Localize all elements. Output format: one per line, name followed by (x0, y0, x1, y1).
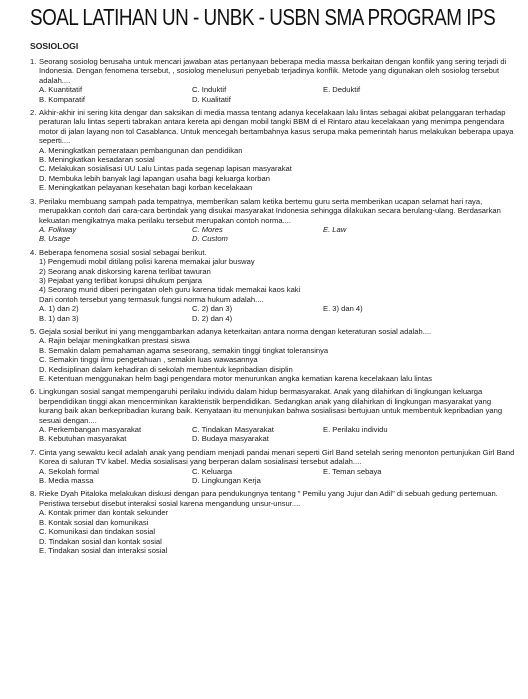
option-a: A. Kuantitatif (39, 85, 83, 95)
question-text: Akhir-akhir ini sering kita dengar dan saksikan di media massa tentang adanya kecelakaan lalu lintas sebagai akibat pelanggaran terhadap peraturan lalu lintas seperti tabrakan antara kereta api dengan mobil tangki BBM di el Rintaro atau kecelakaan yang menimpa pengendara motor di jalan layang non tol Casablanca. Untuk mencegah bertambahnya kasus serupa maka pemerintah harus melakukan beberapa upaya seperti.... (39, 108, 514, 146)
options (30, 225, 520, 244)
option-d: D. Tindakan sosial dan kontak sosial (39, 536, 162, 546)
question-8 (30, 489, 520, 555)
question-number: 1. (30, 57, 37, 66)
subject-heading: SOSIOLOGI (30, 41, 79, 51)
options (30, 425, 520, 444)
option-d: D. Budaya masyarakat (192, 434, 269, 444)
option-d: D. Membuka lebih banyak lagi lapangan usaha bagi keluarga korban (39, 173, 270, 183)
question-text: Rieke Dyah Pitaloka melakukan diskusi dengan para pendukungnya tentang " Pemilu yang Jujur dan Adil" di sebuah gedung pertemuan. Peristiwa tersebut disebut interaksi sosial karena mengandung unsur-unsur.... (39, 489, 498, 508)
options (30, 85, 520, 104)
option-b: B. 1) dan 3) (39, 313, 79, 323)
option-a: A. 1) dan 2) (39, 304, 79, 314)
page-title: SOAL LATIHAN UN - UNBK - USBN SMA PROGRAM IPS (30, 4, 496, 30)
options (30, 304, 520, 323)
question-number: 8. (30, 489, 37, 499)
question-number: 6. (30, 387, 37, 397)
option-e: E. Deduktif (323, 85, 361, 95)
option-a: A. Kontak primer dan kontak sekunder (39, 508, 169, 518)
option-a: A. Meningkatkan pemerataan pembangunan dan pendidikan (39, 145, 243, 155)
option-a: A. Sekolah formal (39, 466, 99, 476)
statement-item: 1) Pengemudi mobil ditilang polisi karena memakai jalur busway (39, 257, 255, 267)
option-c: C. 2) dan 3) (192, 304, 233, 314)
question-2 (30, 108, 520, 193)
option-e: E. Law (323, 224, 347, 234)
question-text: Gejala sosial berikut ini yang menggambarkan adanya keterkaitan antara norma dengan keteraturan sosial adalah.... (39, 326, 432, 336)
option-c: C. Melakukan sosialisasi UU Lalu Lintas pada segenap lapisan masyarakat (39, 164, 292, 174)
option-d: D. Lingkungan Kerja (192, 476, 261, 486)
question-3 (30, 197, 520, 244)
question-text: Seorang sosiolog berusaha untuk mencari jawaban atas pertanyaan beberapa media massa berkaitan dengan konflik yang sering terjadi di Indonesia. Dengan fenomena tersebut, , sosiolog menelusuri penyebab terjadinya konflik. Metode yang digunakan oleh sosiolog tersebut adalah.... (39, 57, 507, 85)
question-text: Lingkungan sosial sangat mempengaruhi perilaku individu dalam hidup bermasyarakat. Anak yang dilahirkan di lingkungan keluarga berpendidikan tinggi akan mencerminkan karakteristik berpendidikan. Sedangkan anak yang dilahirkan di lingkungan masyarakat yang kurang baik akan berkepribadian kurang baik. Kenyataan itu menunjukan bahwa sosialisasi bertujuan untuk membentuk kepribadian yang sesuai dengan.... (39, 387, 503, 425)
option-c: C. Induktif (192, 85, 227, 95)
option-d: D. Custom (192, 234, 228, 244)
statement-list (30, 257, 520, 304)
option-b: B. Usage (39, 234, 71, 244)
question-text: Beberapa fenomena sosial sosial sebagai berikut. (39, 247, 207, 257)
question-number: 3. (30, 196, 37, 206)
option-b: B. Kontak sosial dan komunikasi (39, 517, 149, 527)
question-7 (30, 448, 520, 486)
question-4 (30, 248, 520, 323)
option-e: E. Perilaku individu (323, 425, 388, 435)
options (30, 467, 520, 486)
option-c: C. Keluarga (192, 466, 233, 476)
option-e: E. Ketentuan menggunakan helm bagi pengendara motor menurunkan angka kematian karena kecelakaan lalu lintas (39, 374, 433, 383)
question-number: 4. (30, 247, 37, 257)
option-c: C. Mores (192, 224, 223, 234)
options (30, 146, 520, 193)
option-e: E. Teman sebaya (323, 466, 382, 476)
options (30, 508, 520, 555)
option-a: A. Perkembangan masyarakat (39, 425, 142, 435)
option-d: D. Kualitatif (192, 94, 231, 104)
question-1 (30, 57, 520, 104)
question-number: 2. (30, 108, 37, 118)
question-text: Perilaku membuang sampah pada tempatnya, memberikan salam ketika bertemu guru serta memberikan ucapan selamat hari raya, merupakkan contoh dari cara-cara bertindak yang disukai masyarakat Indonesia sehingga dilakukan secara berulang-ulang. Berdasarkan kekuatan mengikatnya maka perilaku tersebut merupakan contoh norma.... (39, 196, 501, 225)
question-6 (30, 387, 520, 443)
option-e: E. Meningkatkan pelayanan kesehatan bagi korban kecelakaan (39, 183, 253, 193)
option-b: B. Media massa (39, 476, 94, 486)
option-d: D. 2) dan 4) (192, 313, 233, 323)
option-e: E. 3) dan 4) (323, 304, 363, 314)
statement-item: 3) Pejabat yang terlibat korupsi dihukum penjara (39, 275, 202, 285)
question-5 (30, 327, 520, 383)
option-b: B. Meningkatkan kesadaran sosial (39, 155, 155, 165)
statement-prompt: Dari contoh tersebut yang termasuk fungsi norma hukum adalah.... (39, 294, 264, 304)
statement-item: 2) Seorang anak diskorsing karena terlibat tawuran (39, 266, 211, 276)
options (30, 336, 520, 383)
option-a: A. Folkway (39, 224, 77, 234)
option-a: A. Rajin belajar meningkatkan prestasi siswa (39, 336, 190, 346)
statement-item: 4) Seorang murid diberi peringatan oleh guru karena tidak memakai kaos kaki (39, 285, 301, 295)
option-c: C. Komunikasi dan tindakan sosial (39, 527, 156, 537)
question-text: Cinta yang sewaktu kecil adalah anak yang pendiam menjadi pandai menari seperti Girl Band setelah sering menonton pertunjukan Girl Band Korea di saluran TV kabel. Media sosialisasi yang berperan dalam sosialisasi tersebut adalah.... (39, 447, 515, 467)
option-d: D. Kedisiplinan dalam kehadiran di sekolah membentuk kepribadian disiplin (39, 364, 293, 374)
question-number: 7. (30, 447, 37, 457)
question-number: 5. (30, 326, 37, 336)
option-b: B. Kebutuhan masyarakat (39, 434, 127, 444)
option-e: E. Tindakan sosial dan interaksi sosial (39, 545, 168, 555)
option-b: B. Semakin dalam pemahaman agama seseorang, semakin tinggi tingkat toleransinya (39, 345, 329, 355)
option-b: B. Komparatif (39, 94, 86, 104)
option-c: C. Tindakan Masyarakat (192, 425, 274, 435)
option-c: C. Semakin tinggi ilmu pengetahuan , semakin luas wawasannya (39, 355, 258, 365)
